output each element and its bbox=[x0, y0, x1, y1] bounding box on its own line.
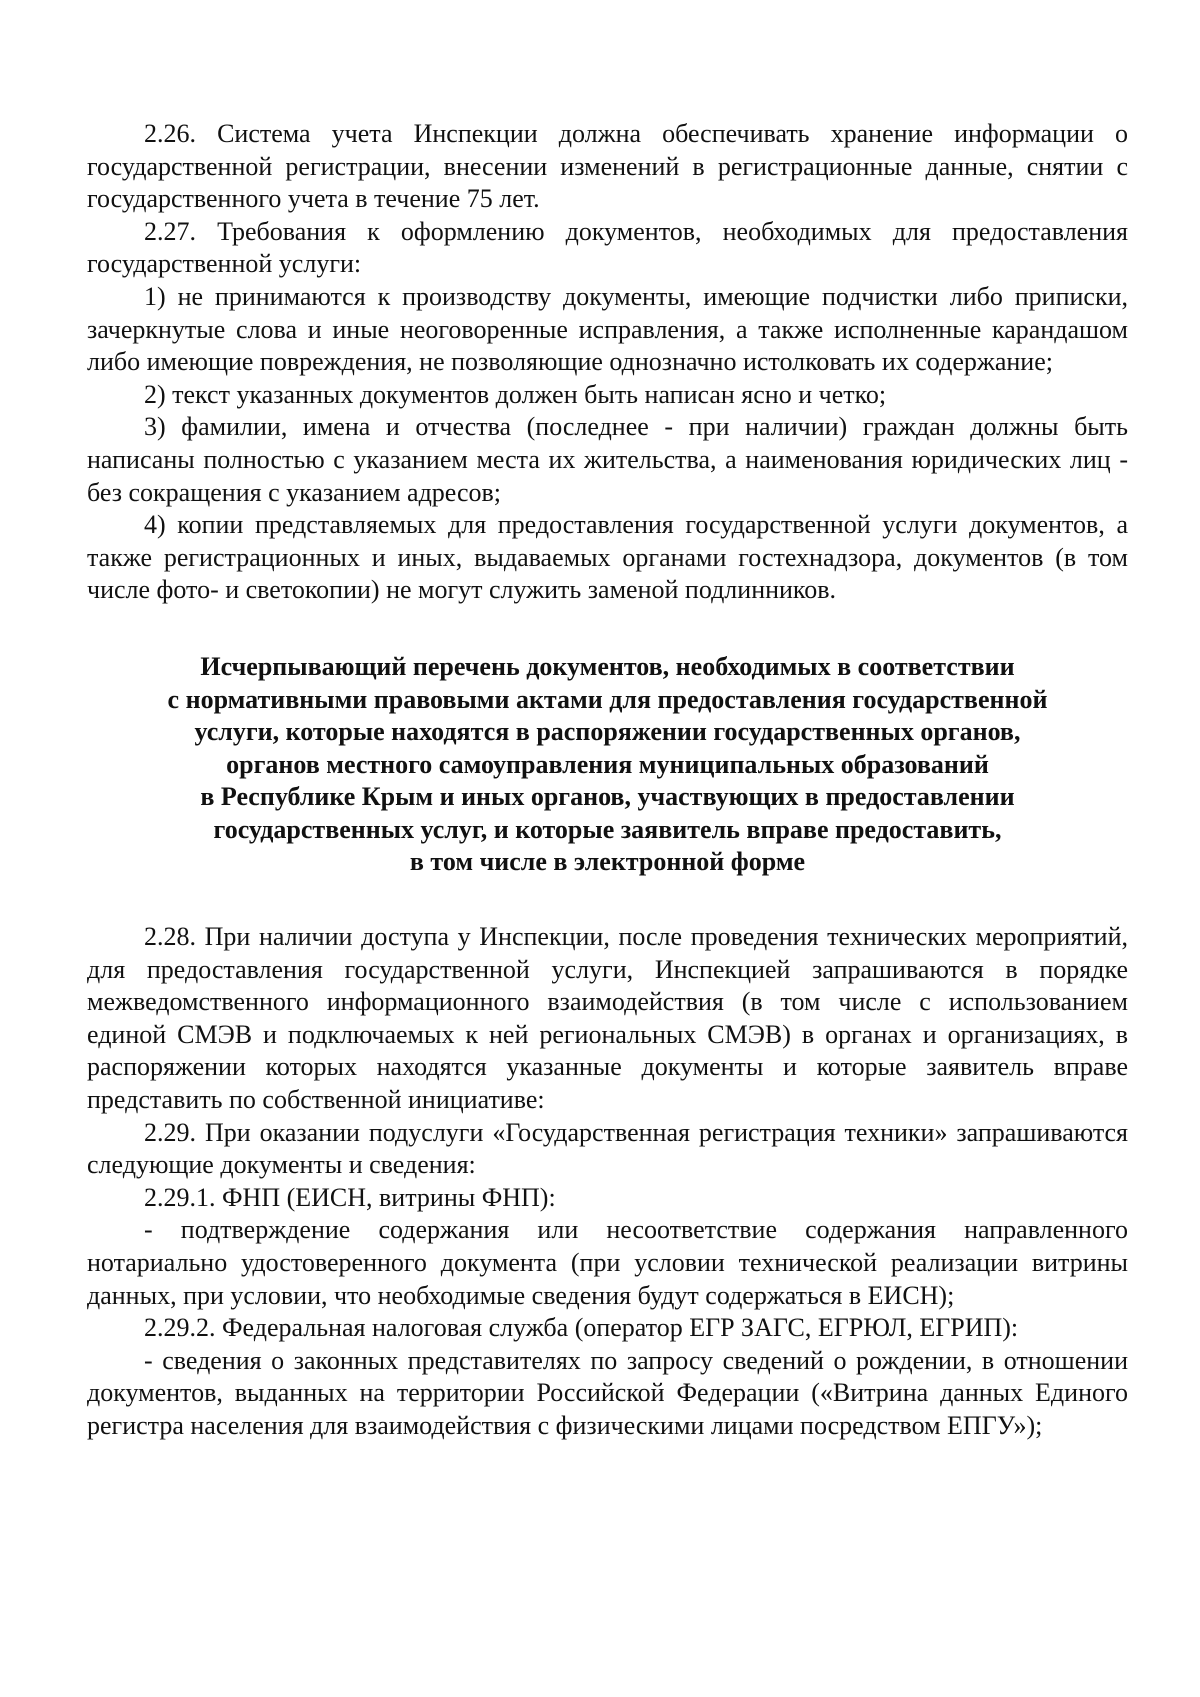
list-item-3: 3) фамилии, имена и отчества (последнее - при наличии) граждан должны быть написаны полностью с указанием места их жительства, а наименования юридических лиц - без сокращения с указанием адресов; bbox=[87, 412, 1128, 507]
list-item-dash-2: - сведения о законных представителях по запросу сведений о рождении, в отношении документов, выданных на территории Российской Федерации («Витрина данных Единого регистра населения для взаимодействия с физическими лицами посредством ЕПГУ»); bbox=[87, 1345, 1128, 1440]
paragraph-2-29-1: 2.29.1. ФНП (ЕИСН, витрины ФНП): bbox=[144, 1182, 556, 1212]
paragraph-2-29-2: 2.29.2. Федеральная налоговая служба (оператор ЕГР ЗАГС, ЕГРЮЛ, ЕГРИП): bbox=[144, 1313, 1019, 1343]
paragraph-2-27: 2.27. Требования к оформлению документов, необходимых для предоставления государственной услуги: bbox=[87, 216, 1128, 279]
list-item-4: 4) копии представляемых для предоставления государственной услуги документов, а также регистрационных и иных, выдаваемых органами гостехнадзора, документов (в том числе фото- и светокопии) не могут служить заменой подлинников. bbox=[87, 510, 1128, 605]
heading-line: с нормативными правовыми актами для предоставления государственной bbox=[167, 684, 1048, 714]
heading-line: в том числе в электронной форме bbox=[409, 847, 806, 877]
list-item-1: 1) не принимаются к производству документы, имеющие подчистки либо приписки, зачеркнутые слова и иные неоговоренные исправления, а также исполненные карандашом либо имеющие повреждения, не позволяющие однозначно истолковать их содержание; bbox=[87, 281, 1128, 377]
paragraph-2-26: 2.26. Система учета Инспекции должна обеспечивать хранение информации о государственной регистрации, внесении изменений в регистрационные данные, снятии с государственного учета в течение 75 лет. bbox=[87, 119, 1128, 214]
list-item-dash-1: - подтверждение содержания или несоответствие содержания направленного нотариально удостоверенного документа (при условии технической реализации витрины данных, при условии, что необходимые сведения будут содержаться в ЕИСН); bbox=[87, 1215, 1128, 1310]
list-item-2: 2) текст указанных документов должен быть написан ясно и четко; bbox=[144, 379, 887, 409]
section-heading bbox=[87, 651, 1128, 879]
document-page bbox=[87, 118, 1128, 1443]
paragraph-2-29: 2.29. При оказании подуслуги «Государственная регистрация техники» запрашиваются следующие документы и сведения: bbox=[87, 1117, 1128, 1180]
paragraph-2-28: 2.28. При наличии доступа у Инспекции, после проведения технических мероприятий, для предоставления государственной услуги, Инспекцией запрашиваются в порядке межведомственного информационного взаимодействия (в том числе с использованием единой СМЭВ и подключаемых к ней региональных СМЭВ) в органах и организациях, в распоряжении которых находятся указанные документы и которые заявитель вправе представить по собственной инициативе: bbox=[87, 922, 1128, 1115]
heading-line: услуги, которые находятся в распоряжении государственных органов, bbox=[194, 717, 1021, 747]
heading-line: Исчерпывающий перечень документов, необходимых в соответствии bbox=[200, 651, 1015, 681]
heading-line: государственных услуг, и которые заявитель вправе предоставить, bbox=[213, 814, 1002, 844]
heading-line: органов местного самоуправления муниципальных образований bbox=[226, 749, 989, 779]
heading-line: в Республике Крым и иных органов, участвующих в предоставлении bbox=[200, 782, 1015, 812]
